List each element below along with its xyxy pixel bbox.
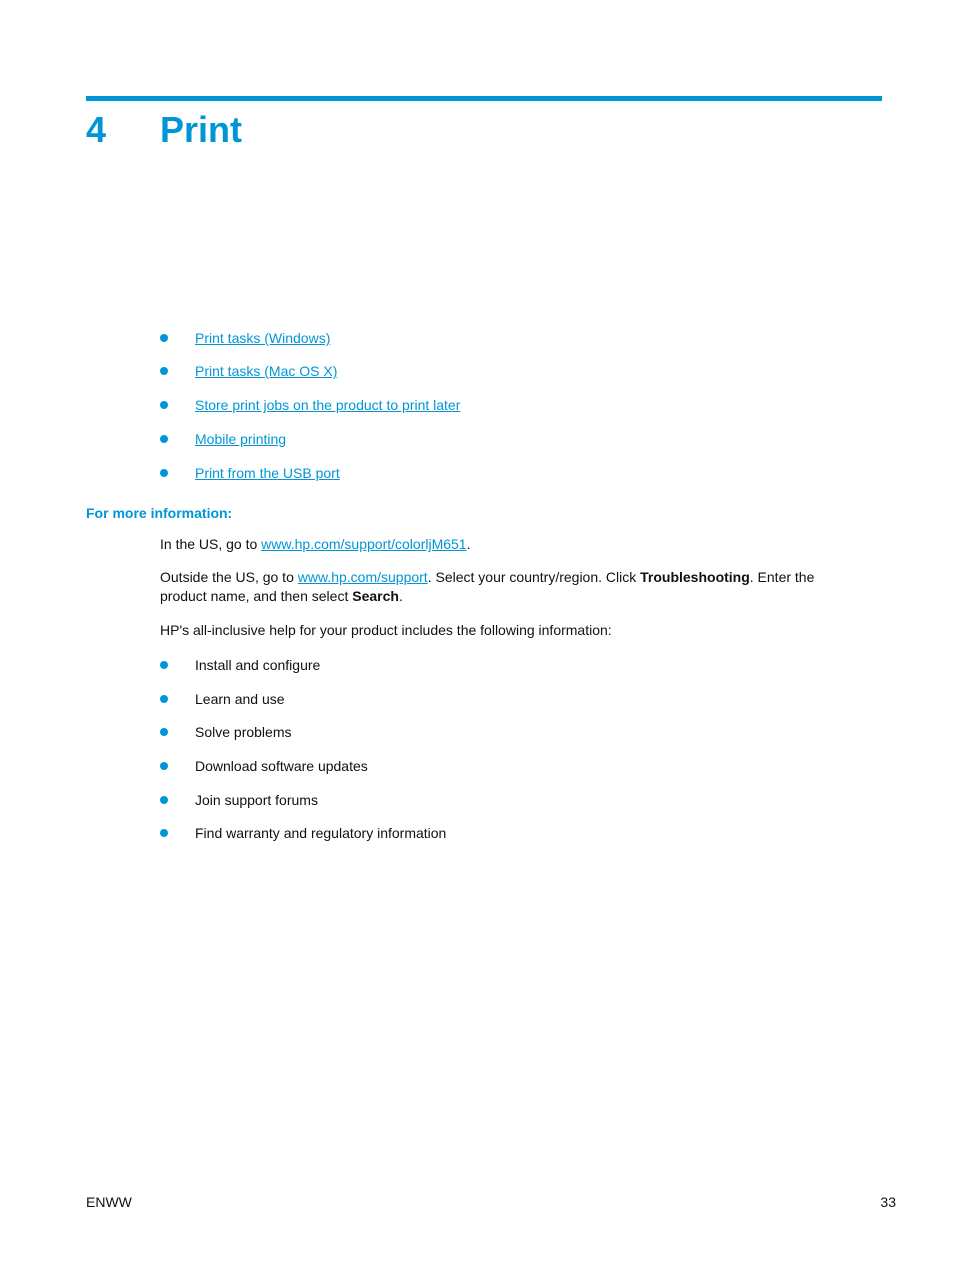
bullet-icon	[160, 762, 168, 770]
toc-link-print-tasks-mac[interactable]: Print tasks (Mac OS X)	[195, 363, 338, 379]
bullet-icon	[160, 334, 168, 342]
chapter-number: 4	[86, 109, 107, 150]
bullet-icon	[160, 796, 168, 804]
bullet-icon	[160, 661, 168, 669]
bullet-icon	[160, 367, 168, 375]
bullet-icon	[160, 695, 168, 703]
help-item-text: Solve problems	[195, 724, 292, 740]
us-support-paragraph	[160, 535, 860, 554]
toc-link-print-tasks-windows[interactable]: Print tasks (Windows)	[195, 330, 331, 346]
outside-us-paragraph	[160, 568, 860, 606]
outside-mid2-text: . Enter the product name, and then select	[160, 569, 815, 604]
more-info-heading: For more information:	[86, 505, 233, 521]
help-item-text: Find warranty and regulatory information	[195, 825, 447, 841]
bullet-icon	[160, 401, 168, 409]
toc-link-store-print-jobs[interactable]: Store print jobs on the product to print later	[195, 397, 461, 413]
page-number: 33	[880, 1194, 896, 1210]
us-prefix-text: In the US, go to	[160, 536, 262, 552]
toc-link-print-usb[interactable]: Print from the USB port	[195, 465, 340, 481]
bullet-icon	[160, 829, 168, 837]
toc-link-mobile-printing[interactable]: Mobile printing	[195, 431, 287, 447]
outside-support-link[interactable]: www.hp.com/support	[297, 569, 428, 585]
help-item-text: Join support forums	[195, 792, 318, 808]
help-intro: HP's all-inclusive help for your product includes the following information:	[160, 622, 612, 638]
troubleshooting-label: Troubleshooting	[640, 569, 750, 585]
bullet-icon	[160, 435, 168, 443]
outside-mid-text: . Select your country/region. Click	[427, 569, 641, 585]
bullet-icon	[160, 469, 168, 477]
footer-enww: ENWW	[86, 1194, 132, 1210]
help-item-text: Install and configure	[195, 657, 321, 673]
help-item-text: Learn and use	[195, 691, 285, 707]
chapter-rule	[86, 96, 882, 101]
outside-prefix-text: Outside the US, go to	[160, 569, 298, 585]
us-suffix-text: .	[466, 536, 471, 552]
us-support-link[interactable]: www.hp.com/support/colorljM651	[261, 536, 467, 552]
chapter-title: Print	[160, 109, 243, 150]
outside-suffix-text: .	[398, 588, 403, 604]
search-label: Search	[352, 588, 399, 604]
help-item-text: Download software updates	[195, 758, 368, 774]
bullet-icon	[160, 728, 168, 736]
